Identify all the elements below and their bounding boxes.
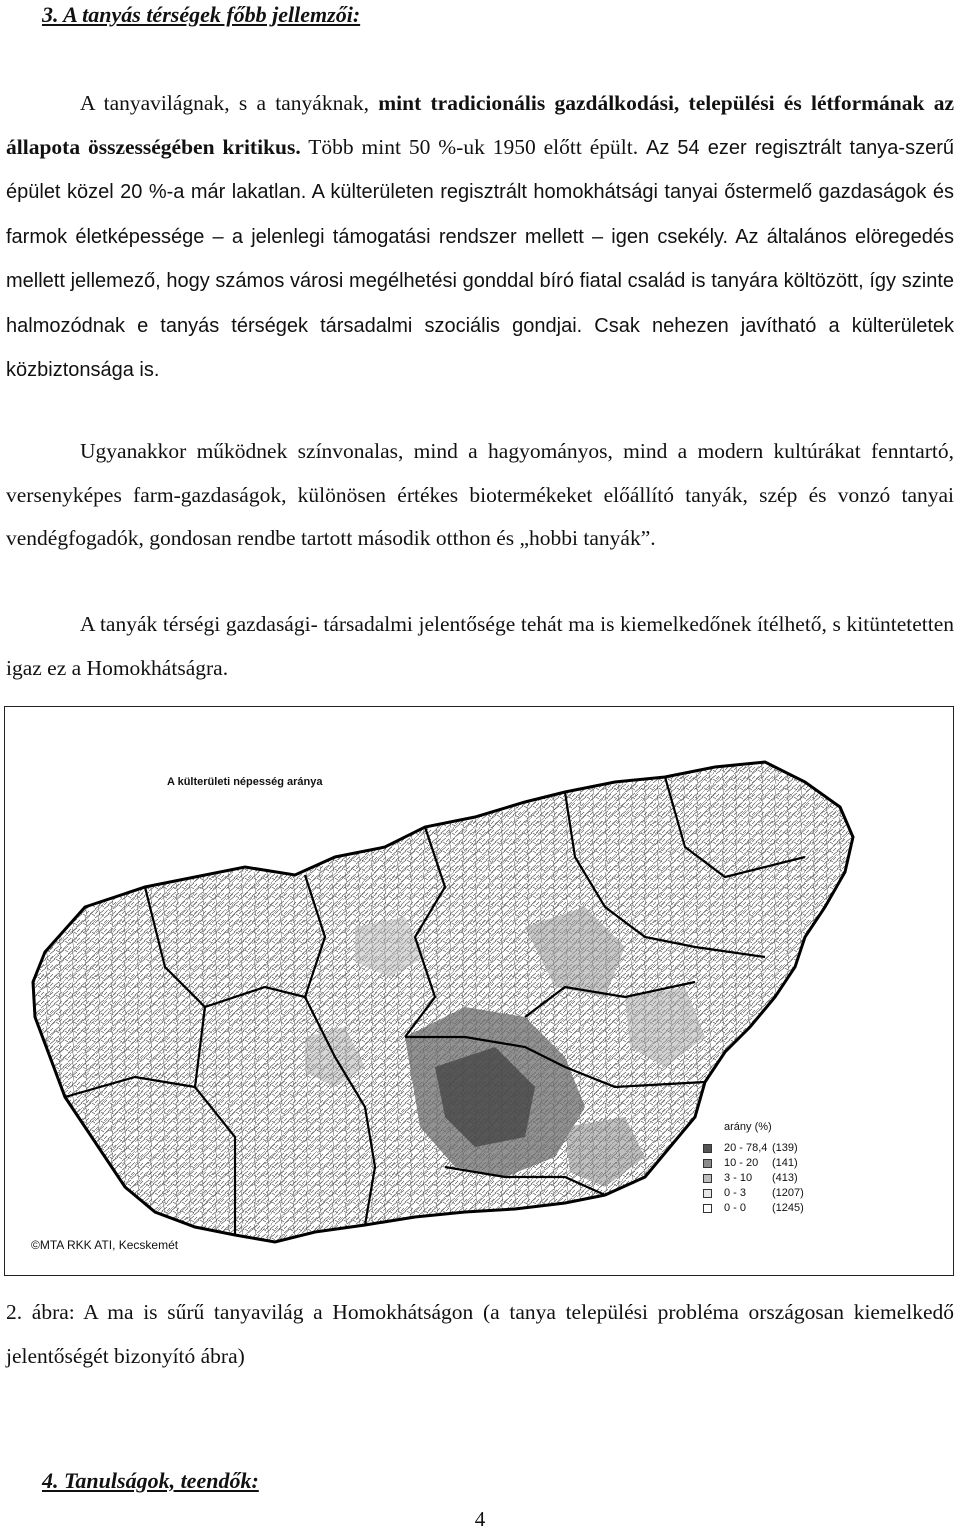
next-section-heading: 4. Tanulságok, teendők:: [42, 1468, 259, 1493]
legend-range: 3 - 10: [724, 1172, 753, 1184]
p1-sans-text: Az 54 ezer regisztrált tanya-szerű épület közel 20 %-a már lakatlan. A külterületen regisztrált homokhátsági tanyai őstermelő gazdaságok és farmok életképessége – a jelenlegi támogatási rendszer mellett – igen csekély. Az általános elöregedés mellett jellemező, hogy számos városi megélhetési gonddal bíró fiatal család is tanyára költözött, így szinte halmozódnak e tanyás térségek társadalmi szociális gondjai. Csak nehezen javítható a külterületek közbiztonsága is.: [6, 136, 954, 381]
section-heading: 3. A tanyás térségek főbb jellemzői:: [42, 2, 361, 27]
legend-count: (139): [772, 1142, 798, 1154]
figure-caption: 2. ábra: A ma is sűrű tanyavilág a Homokhátságon (a tanya települési probléma országosan kiemelkedő jelentőségét bizonyító ábra): [6, 1300, 954, 1368]
map-credit: ©MTA RKK ATI, Kecskemét: [31, 1238, 179, 1252]
map-title: A külterületi népesség aránya: [167, 776, 323, 788]
legend-swatch: [703, 1174, 712, 1183]
legend-swatch: [703, 1144, 712, 1153]
legend-range: 20 - 78,4: [724, 1142, 768, 1154]
legend-count: (1245): [772, 1202, 804, 1214]
p1-bold-text: mint tradicionális gazdálkodási, települési és létformának az állapota összességében kritikus.: [6, 91, 954, 159]
legend-range: 0 - 0: [724, 1202, 747, 1214]
page-number: 4: [474, 1507, 486, 1531]
legend-range: 0 - 3: [724, 1187, 747, 1199]
legend-range: 10 - 20: [724, 1157, 759, 1169]
legend-count: (413): [772, 1172, 798, 1184]
legend-count: (1207): [772, 1187, 804, 1199]
legend-swatch: [703, 1189, 712, 1198]
map-figure: [4, 706, 954, 1276]
legend-count: (141): [772, 1157, 798, 1169]
p1-text-1: A tanyavilágnak, s a tanyáknak,: [80, 91, 379, 115]
legend-row: [700, 1143, 840, 1155]
legend-row: [700, 1158, 840, 1170]
legend-swatch: [703, 1159, 712, 1168]
paragraph-2: Ugyanakkor működnek színvonalas, mind a hagyományos, mind a modern kultúrákat fenntartó, versenyképes farm-gazdaságok, különösen értékes biotermékeket előállító tanyák, szép és vonzó tanyai vendégfogadók, gondosan rendbe tartott második otthon és „hobbi tanyák”.: [6, 439, 954, 550]
paragraph-3: A tanyák térségi gazdasági- társadalmi jelentősége tehát ma is kiemelkedőnek ítélhető, s kitüntetetten igaz ez a Homokhátságra.: [6, 612, 954, 680]
paragraph-1: [6, 82, 954, 393]
legend-swatch: [703, 1204, 712, 1213]
legend-row: [700, 1203, 840, 1215]
legend-title: arány (%): [724, 1121, 772, 1133]
legend-row: [700, 1188, 840, 1200]
legend-row: [700, 1173, 840, 1185]
p1-text-2: Több mint 50 %-uk 1950 előtt épült.: [300, 134, 646, 159]
